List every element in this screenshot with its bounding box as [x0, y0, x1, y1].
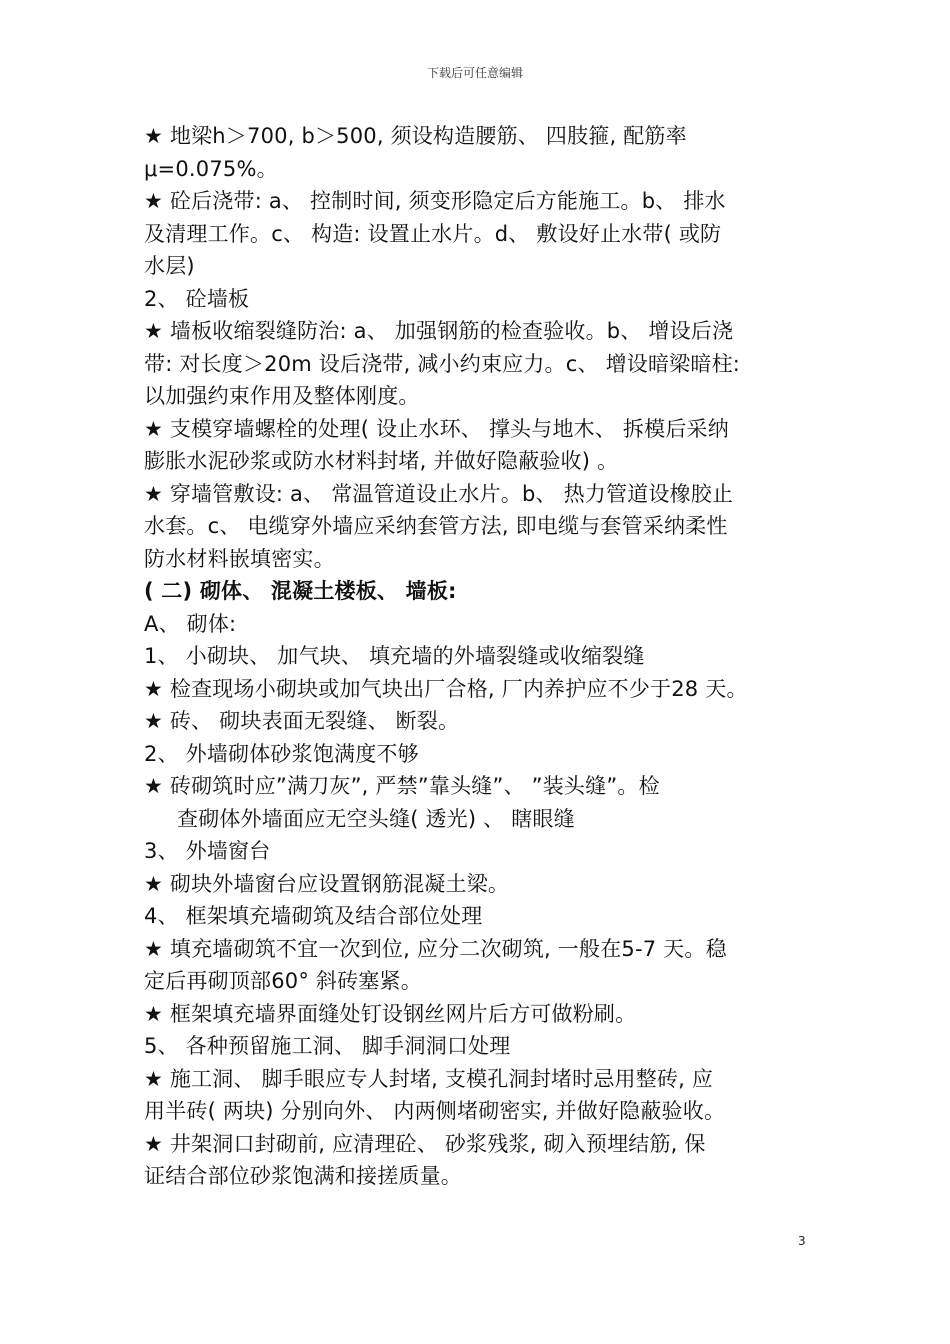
section-heading: 2、 外墙砌体砂浆饱满度不够 — [144, 741, 419, 766]
text-line: 带: 对长度＞20m 设后浇带, 减小约束应力。c、 增设暗梁暗柱: — [144, 351, 741, 376]
section-heading: 1、 小砌块、 加气块、 填充墙的外墙裂缝或收缩裂缝 — [144, 644, 645, 668]
text-line: 膨胀水泥砂浆或防水材料封堵, 并做好隐蔽验收) 。 — [144, 449, 619, 473]
text-line: ★ 施工洞、 脚手眼应专人封堵, 支模孔洞封堵时忌用整砖, 应 — [144, 1066, 714, 1091]
text-line: ★ 支模穿墙螺栓的处理( 设止水环、 撑头与地木、 拆模后采纳 — [144, 416, 729, 441]
text-line: ★ 检查现场小砌块或加气块出厂合格, 厂内养护应不少于28 天。 — [144, 676, 748, 701]
text-line: μ=0.075%。 — [144, 156, 278, 181]
text-line: 及清理工作。c、 构造: 设置止水片。d、 敷设好止水带( 或防 — [144, 221, 722, 246]
text-line: 水层) — [144, 254, 195, 278]
section-heading: 3、 外墙窗台 — [144, 839, 271, 863]
chapter-heading: ( 二) 砌体、 混凝土楼板、 墙板: — [144, 579, 457, 603]
text-line: ★ 填充墙砌筑不宜一次到位, 应分二次砌筑, 一般在5-7 天。稳 — [144, 936, 727, 961]
text-line: ★ 砖、 砌块表面无裂缝、 断裂。 — [144, 709, 460, 733]
text-line: ★ 砖砌筑时应”满刀灰”, 严禁”靠头缝”、 ”装头缝”。检 — [144, 774, 660, 798]
text-line: ★ 砼后浇带: a、 控制时间, 须变形隐定后方能施工。b、 排水 — [144, 189, 726, 213]
page-header: 下载后可任意编辑 — [426, 66, 523, 80]
text-line: ★ 框架填充墙界面缝处钉设钢丝网片后方可做粉刷。 — [144, 1001, 637, 1026]
section-heading: 2、 砼墙板 — [144, 286, 250, 311]
text-line: 以加强约束作用及整体刚度。 — [144, 384, 420, 408]
text-line: 防水材料嵌填密实。 — [144, 546, 335, 571]
text-line: 水套。c、 电缆穿外墙应采纳套管方法, 即电缆与套管采纳柔性 — [144, 514, 728, 538]
text-line: 用半砖( 两块) 分别向外、 内两侧堵砌密实, 并做好隐蔽验收。 — [144, 1099, 726, 1123]
document-body — [144, 120, 814, 1193]
section-heading: 5、 各种预留施工洞、 脚手洞洞口处理 — [144, 1034, 511, 1058]
text-line: 证结合部位砂浆饱满和接搓质量。 — [144, 1164, 462, 1188]
text-line: ★ 砌块外墙窗台应设置钢筋混凝土梁。 — [144, 871, 510, 896]
page-number: 3 — [798, 1234, 806, 1248]
section-heading: A、 砌体: — [144, 611, 237, 636]
text-line: ★ 井架洞口封砌前, 应清理砼、 砂浆残浆, 砌入预埋结筋, 保 — [144, 1131, 706, 1156]
text-line: 查砌体外墙面应无空头缝( 透光) 、 瞎眼缝 — [177, 806, 575, 831]
text-line: ★ 地梁h＞700, b＞500, 须设构造腰筋、 四肢箍, 配筋率 — [144, 124, 687, 148]
section-heading: 4、 框架填充墙砌筑及结合部位处理 — [144, 904, 483, 928]
text-line: 定后再砌顶部60° 斜砖塞紧。 — [144, 969, 422, 993]
text-line: ★ 墙板收缩裂缝防治: a、 加强钢筋的检查验收。b、 增设后浇 — [144, 319, 734, 343]
text-line: ★ 穿墙管敷设: a、 常温管道设止水片。b、 热力管道设橡胶止 — [144, 481, 734, 506]
